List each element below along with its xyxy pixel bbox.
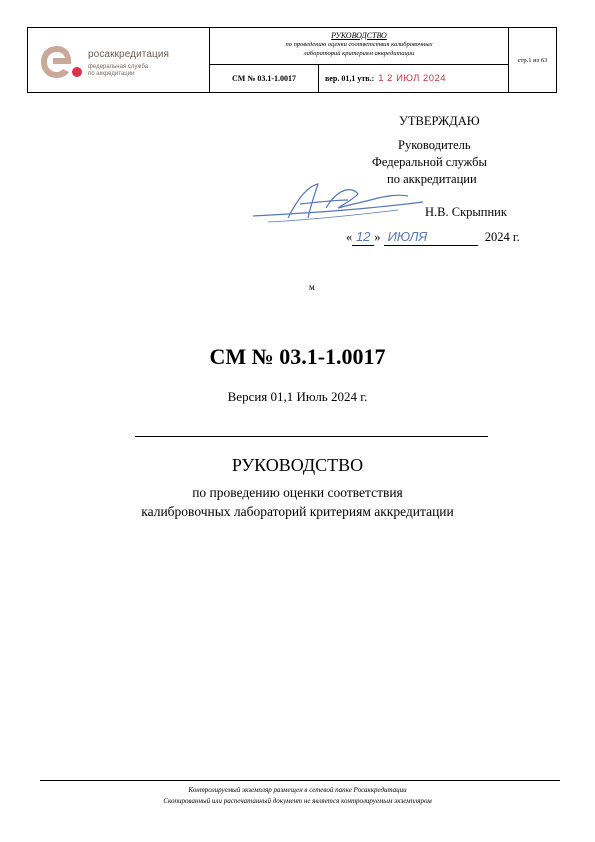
approval-title: УТВЕРЖДАЮ [399,114,480,128]
document-title: РУКОВОДСТВО [231,455,364,475]
document-subtitle-2: калибровочных лабораторий критериям аккредитации [141,504,454,519]
stray-mark: м [309,282,315,292]
approval-year: 2024 г. [484,230,520,244]
document-code: СМ № 03.1-1.0017 [209,344,386,369]
signatory-name: Н.В. Скрыпник [425,205,507,219]
logo-name: росаккредитация [88,49,170,60]
approval-day: 12 [352,229,374,246]
approval-line-3: по аккредитации [387,172,477,186]
handwritten-signature [248,178,428,228]
approval-month: ИЮЛЯ [384,229,478,246]
approval-date: « 12 » ИЮЛЯ 2024 г. [346,229,520,244]
approval-date-stamp: 1 2 ИЮЛ 2024 [378,73,447,84]
rosaccreditation-logo-icon [37,42,85,82]
header-doc-desc-1: по проведению оценки соответствия калибровочных [285,41,433,48]
title-divider [135,436,488,437]
document-subtitle-1: по проведению оценки соответствия [192,485,403,500]
page-number: стр.1 из 63 [508,28,556,92]
logo-subtitle: федеральная служба по аккредитации [88,64,149,77]
header-version-cell [319,65,508,92]
header-doc-desc-2: лабораторий критериям аккредитации [303,50,415,57]
footer-line-2: Скопированный или распечатанный документ не является контролируемым экземпляром [163,797,432,805]
document-header-table [27,27,557,93]
logo-cell [28,28,210,92]
header-doc-code: СМ № 03.1-1.0017 [210,65,319,92]
footer-divider [40,780,560,781]
approval-line-2: Федеральной службы [372,155,487,169]
header-version-text: вер. 01,1 утв.: [325,74,375,83]
approval-line-1: Руководитель [398,138,471,152]
document-version: Версия 01,1 Июль 2024 г. [227,389,368,404]
header-doc-type: РУКОВОДСТВО [331,31,387,40]
footer-line-1: Контролируемый экземпляр размещен в сетевой папке Росаккредитации [188,786,407,794]
doc-title-cell [210,28,508,65]
